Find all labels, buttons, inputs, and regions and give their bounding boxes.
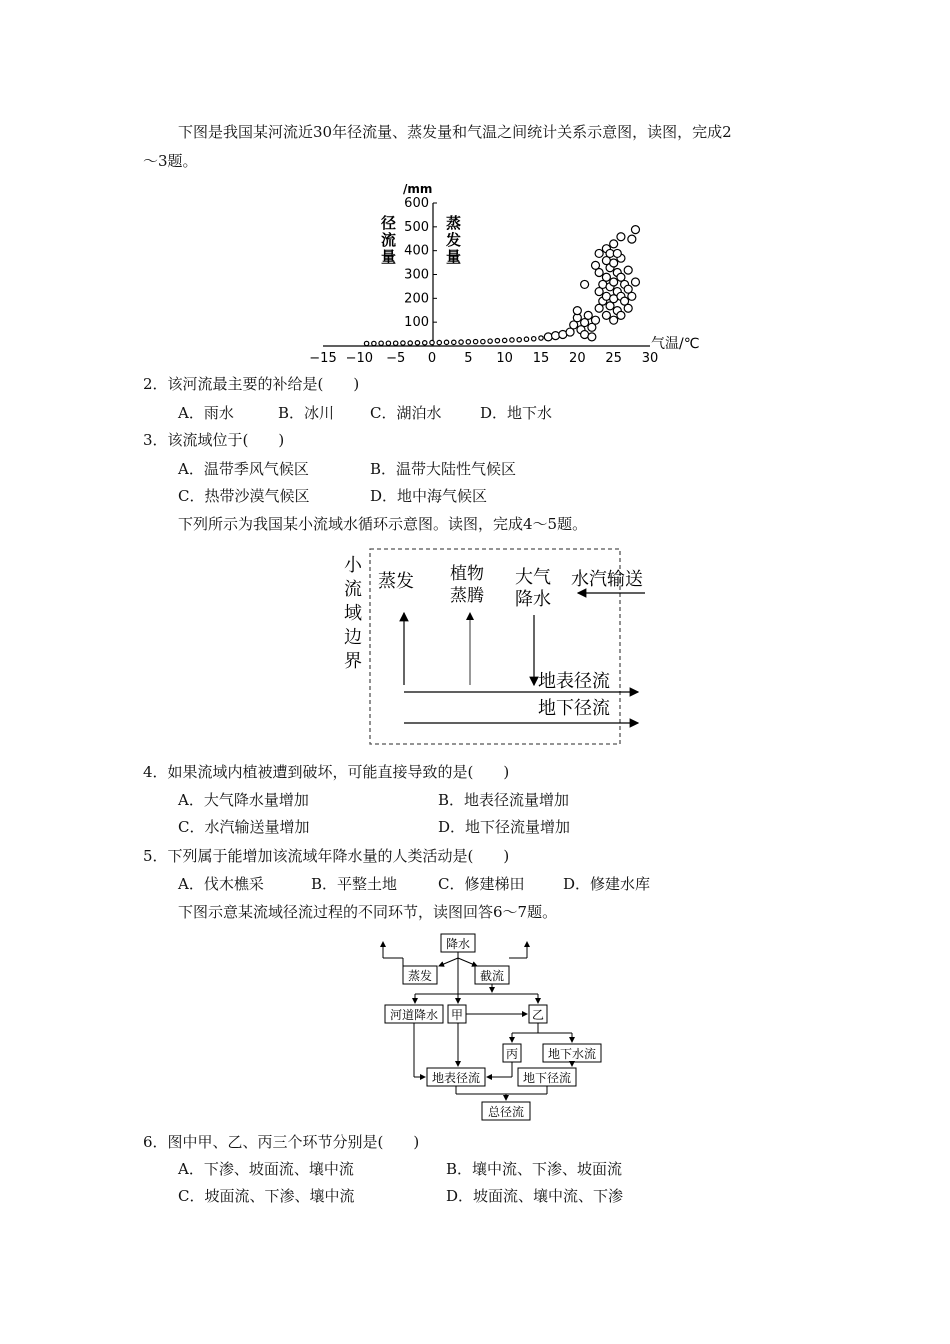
x-tick-label: 25: [605, 351, 622, 366]
data-point: [573, 307, 581, 315]
y-label-char: 量: [446, 248, 462, 266]
data-point: [532, 337, 536, 341]
q4-option-a[interactable]: A．大气降水量增加: [178, 791, 309, 809]
label-total-runoff: 总径流: [487, 1105, 525, 1119]
data-point: [364, 341, 368, 345]
data-point: [481, 339, 485, 343]
data-point: [552, 332, 560, 340]
data-point: [628, 235, 636, 243]
x-tick-label: 30: [641, 351, 659, 366]
data-point: [430, 340, 434, 344]
y-tick-label: 100: [404, 315, 429, 331]
x-tick-label: 15: [532, 351, 550, 366]
q3-option-d[interactable]: D．地中海气候区: [370, 487, 488, 505]
transpiration-label-1: 植物: [450, 564, 484, 584]
transpiration-label-2: 蒸腾: [450, 586, 484, 606]
q5-option-d[interactable]: D．修建水库: [563, 875, 651, 893]
q5-option-a[interactable]: A．伐木樵采: [178, 875, 264, 893]
precipitation-label-1: 大气: [515, 567, 551, 588]
label-groundwater-flow: 地下水流: [547, 1047, 597, 1061]
q3-option-b[interactable]: B．温带大陆性气候区: [370, 460, 517, 478]
q2-option-d[interactable]: D．地下水: [480, 404, 553, 422]
data-point: [423, 341, 427, 345]
data-point: [517, 338, 521, 342]
x-tick-label: −5: [386, 351, 406, 366]
q4-option-d[interactable]: D．地下径流量增加: [438, 818, 571, 836]
data-point: [584, 311, 592, 319]
q6-option-d[interactable]: D．坡面流、壤中流、下渗: [446, 1187, 624, 1205]
x-tick-label: 20: [569, 351, 586, 366]
data-point: [617, 311, 625, 319]
label-underground-runoff: 地下径流: [522, 1071, 572, 1085]
q3-option-a[interactable]: A．温带季风气候区: [178, 460, 309, 478]
runoff-process-diagram: [375, 930, 635, 1125]
svg-text:界: 界: [344, 651, 362, 672]
data-point: [524, 337, 528, 341]
vapor-transport-label: 水汽输送: [571, 569, 643, 590]
data-point: [444, 340, 448, 344]
y-tick-label: 600: [404, 196, 429, 211]
data-point: [452, 340, 456, 344]
data-point: [488, 339, 492, 343]
q6-stem: 6．图中甲、乙、丙三个环节分别是( ): [143, 1133, 420, 1151]
svg-text:域: 域: [344, 603, 362, 624]
intro-2: 下列所示为我国某小流域水循环示意图。读图，完成4～5题。: [178, 515, 588, 533]
data-point: [602, 273, 610, 281]
data-point: [624, 266, 632, 274]
q4-option-c[interactable]: C．水汽输送量增加: [178, 818, 310, 836]
data-point: [595, 249, 603, 257]
intro-line-1: 下图是我国某河流近30年径流量、蒸发量和气温之间统计关系示意图，读图，完成2: [178, 123, 732, 141]
data-point: [510, 338, 514, 342]
data-point: [617, 233, 625, 241]
data-point: [372, 341, 376, 345]
label-channel-precip: 河道降水: [389, 1008, 439, 1022]
x-tick-label: −10: [345, 351, 374, 366]
x-tick-label: 10: [496, 351, 513, 366]
data-point: [610, 240, 618, 248]
evaporation-label: 蒸发: [378, 571, 414, 592]
q2-option-b[interactable]: B．冰川: [278, 404, 335, 422]
data-point: [628, 292, 636, 300]
data-point: [401, 341, 405, 345]
q5-stem: 5．下列属于能增加该流域年降水量的人类活动是( ): [143, 847, 510, 865]
data-point: [502, 338, 506, 342]
q4-option-b[interactable]: B．地表径流量增加: [438, 791, 570, 809]
data-point: [602, 311, 610, 319]
x-tick-label: −15: [309, 351, 337, 366]
q3-stem: 3．该流域位于( ): [143, 431, 285, 449]
label-yi: 乙: [531, 1008, 545, 1022]
data-point: [592, 261, 600, 269]
data-point: [379, 341, 383, 345]
intro-3: 下图示意某流域径流过程的不同环节，读图回答6～7题。: [178, 903, 558, 921]
scatter-chart: [305, 178, 705, 368]
y-tick-label: 500: [404, 219, 429, 235]
data-point: [393, 341, 397, 345]
y-tick-label: 200: [404, 291, 429, 307]
data-point: [495, 338, 499, 342]
svg-text:小: 小: [344, 555, 362, 576]
q6-option-c[interactable]: C．坡面流、下渗、壤中流: [178, 1187, 355, 1205]
precipitation-label-2: 降水: [515, 589, 551, 610]
data-point: [415, 341, 419, 345]
q2-stem: 2．该河流最主要的补给是( ): [143, 375, 360, 393]
data-point: [437, 340, 441, 344]
data-point: [581, 280, 589, 288]
x-axis-label: 气温/℃: [651, 336, 700, 352]
chart-unit-label: /mm: [403, 182, 433, 196]
label-precip: 降水: [445, 937, 471, 951]
x-tick-label: 0: [427, 351, 437, 366]
underground-runoff-label: 地下径流: [538, 698, 610, 719]
y-label-char: 径: [381, 214, 397, 232]
surface-runoff-label: 地表径流: [538, 671, 610, 692]
label-bing: 丙: [505, 1047, 519, 1061]
data-point: [408, 341, 412, 345]
intro-line-2: ～3题。: [143, 152, 198, 170]
q6-option-b[interactable]: B．壤中流、下渗、坡面流: [446, 1160, 623, 1178]
q3-option-c[interactable]: C．热带沙漠气候区: [178, 487, 310, 505]
q2-option-a[interactable]: A．雨水: [178, 404, 234, 422]
svg-text:边: 边: [344, 627, 362, 648]
data-point: [466, 340, 470, 344]
data-point: [631, 278, 639, 286]
x-tick-label: 5: [464, 351, 473, 366]
svg-text:流: 流: [344, 579, 362, 600]
data-point: [613, 249, 621, 257]
data-point: [610, 278, 618, 286]
y-label-right: [445, 214, 461, 266]
data-point: [473, 339, 477, 343]
y-label-char: 蒸: [446, 214, 462, 232]
label-jia: 甲: [450, 1008, 464, 1022]
data-point: [539, 336, 543, 340]
y-tick-label: 300: [404, 267, 429, 283]
y-tick-label: 400: [404, 243, 429, 259]
label-evap: 蒸发: [407, 969, 433, 983]
y-label-char: 流: [381, 231, 397, 249]
data-point: [624, 304, 632, 312]
y-label-left: [380, 214, 396, 266]
label-surface-runoff: 地表径流: [431, 1071, 481, 1085]
q5-option-c[interactable]: C．修建梯田: [438, 875, 525, 893]
q5-option-b[interactable]: B．平整土地: [311, 875, 398, 893]
data-point: [588, 333, 596, 341]
y-label-char: 量: [381, 248, 397, 266]
data-point: [610, 316, 618, 324]
data-point: [544, 333, 552, 341]
q4-stem: 4．如果流域内植被遭到破坏，可能直接导致的是( ): [143, 763, 510, 781]
boundary-label: [344, 555, 363, 672]
data-point: [610, 259, 618, 267]
water-cycle-diagram: [340, 545, 660, 750]
data-point: [459, 340, 463, 344]
label-intercept: 截流: [479, 969, 505, 983]
y-label-char: 发: [446, 231, 462, 249]
data-point: [592, 316, 600, 324]
q6-option-a[interactable]: A．下渗、坡面流、壤中流: [178, 1160, 354, 1178]
data-point: [631, 226, 639, 234]
data-point: [386, 341, 390, 345]
q2-option-c[interactable]: C．湖泊水: [370, 404, 442, 422]
